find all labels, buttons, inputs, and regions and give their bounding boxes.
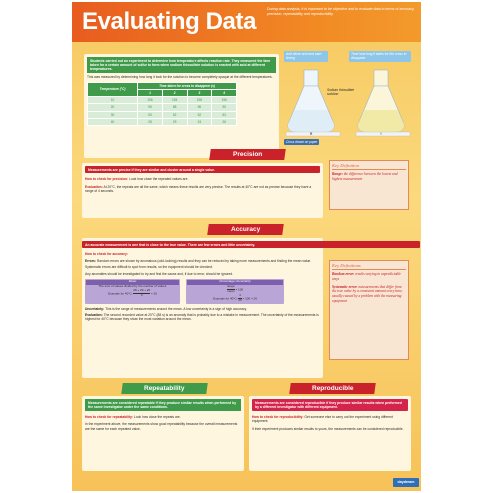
precision-how: How to check for precision: Look how close the repeated values are. [85,177,189,182]
poster [72,2,421,491]
callout-add-acid: Add dilute acid and start timing [284,51,328,62]
formula-row [85,279,320,304]
repeatability-how: How to check for repeatability: Look how close the repeats are. [85,414,181,419]
table-row [88,97,237,104]
mean-example: Example for 40°C: $\frac{28 + 29 + 26}{3} = 26$ [108,287,157,297]
flask-2 [356,70,410,136]
svg-text:✕: ✕ [309,131,313,136]
accuracy-systematic: Systematic errors are difficult to spot from results, so the equipment should be checked. [85,265,213,270]
key-random: Random error: results varying in unpredictable ways [332,272,401,281]
repeatability-definition: Measurements are considered repeatable if they produce similar results when performed by the same investigator under the same conditions. [85,399,241,411]
table-sub: 2 [162,90,187,97]
key-title: Key Definition [332,163,406,170]
table-cell: 196 [187,97,212,104]
svg-text:✕: ✕ [379,131,383,136]
pu-title: Percentage Uncertainty [187,280,283,285]
accuracy-definition: An accurate measurement is one that is close to the true value. There are few errors and little uncertainty. [82,241,420,248]
table-cell: 53 [138,111,163,118]
table-cell: 29 [162,118,187,125]
repeatability-p2: In the experiment above, the measurements show good repeatability because the overall measurements are the same for each repeated value. [85,422,238,431]
precision-eval: Evaluation: At 20°C, the repeats are all the same, which means these results are very precise. The results at 40°C are not as precise because they have a range of 4 seconds. [85,184,312,194]
experiment-method: This was measured by determining how long it took for the solution to become completely opaque at the different temperatures. [87,75,273,80]
reproducible-heading: Reproducible [311,385,354,392]
precision-box [82,163,323,218]
table-cell: 52 [187,111,212,118]
precision-heading: Precision [232,151,263,158]
table-cell: 88 [162,104,187,111]
table-cell: 196 [212,97,237,104]
precision-banner [209,149,286,160]
table-cell: 20 [88,104,138,111]
table-cell: 40 [88,118,138,125]
mean-def: The sum of values divided by the number of values [98,283,167,288]
table-cell: 28 [138,118,163,125]
label-solution: Sodium thiosulfate solution [327,88,355,97]
table-cell: 53 [212,111,237,118]
table-cell: 194 [162,97,187,104]
mean-box [85,279,180,304]
header-band [72,2,421,42]
table-cell: 95 [212,104,237,111]
accuracy-anomalies: Any anomalies should be investigated to try and find the cause and, if due to error, should be ignored. [85,271,234,276]
reproducible-definition: Measurements are considered reproducible if they produce similar results when performed by a different investigator with different equipment. [252,399,408,411]
accuracy-heading: Accuracy [230,226,261,233]
accuracy-banner [207,224,284,235]
results-table [87,82,237,126]
accuracy-eval: Evaluation: The second recorded value at 20°C (88 s) is an anomaly that is probably due to a mistake in measurement. The uncertainty of the measurements is highest for 40°C because they show the most variation around the mean. [85,312,319,322]
repeatability-box [82,396,244,471]
table-cell: 96 [187,104,212,111]
mean-title: Mean [86,280,179,285]
table-sub: 1 [138,90,163,97]
pu-example: Example for 40°C: $\frac{4}{26} \times 100 = 26$ [213,292,257,302]
repeatability-banner [121,383,208,394]
reproducible-how: How to check for reproducibility: Get someone else to carry out the experiment using different equipment. [252,414,393,424]
table-row [88,118,237,125]
experiment-box [84,54,279,158]
table-col-time: Time taken for cross to disappear (s) [138,82,237,89]
table-cell: 24 [187,118,212,125]
table-row [88,104,237,111]
publisher-logo: daydream [393,478,419,487]
key-range: Range: the difference between the lowest and highest measurement [332,172,398,181]
table-cell: 95 [138,104,163,111]
accuracy-how: How to check for accuracy: [85,252,128,257]
table-sub: 4 [212,90,237,97]
key-systematic: Systematic error: measurements that differ from the true value by a consistent amount every time; usually caused by a problem with the measuring equipment [332,284,403,303]
label-cross: Cross drawn on paper [286,140,318,144]
table-cell: 196 [138,97,163,104]
table-cell: 26 [212,118,237,125]
accuracy-errors: Errors: Random errors are shown by anomalous (odd-looking) results and they can be reduced by taking more measurements and finding the mean value. [85,258,312,263]
intro-text: During data analysis, it is important to be objective and to evaluate data in terms of accuracy, precision, repeatability and reproducibility. [267,7,415,16]
table-cell: 30 [88,111,138,118]
flask-1 [286,70,340,136]
table-row [88,111,237,118]
repeatability-heading: Repeatability [144,385,185,392]
table-sub: 3 [187,90,212,97]
callout-time: Time how long it takes for the cross to disappear [349,51,411,62]
reproducible-banner [289,383,376,394]
accuracy-box [82,238,323,378]
pu-formula: range mean × 100 [226,283,244,293]
precision-definition: Measurements are precise if they are similar and cluster around a single value. [85,166,320,173]
page-title: Evaluating Data [82,8,257,35]
experiment-lead: Students carried out an experiment to determine how temperature affects reaction rate. They measured the time taken for a certain amount of sulfur to form when sodium thiosulfate solution is reacted with acid at different temperatures. [87,57,276,73]
table-cell: 10 [88,97,138,104]
precision-key [329,160,409,210]
table-cell: 52 [162,111,187,118]
key-title: Key Definitions [332,263,406,270]
reproducible-p2: If their experiment produces similar results to yours, the measurements can be considered reproducible. [252,426,404,431]
accuracy-uncertainty: Uncertainty: This is the range of measurements around the mean. A low uncertainty is a sign of high accuracy. [85,306,247,311]
accuracy-key [329,260,409,360]
uncertainty-box [186,279,284,304]
table-col-temperature: Temperature (°C) [88,82,138,96]
reproducible-box [249,396,411,471]
